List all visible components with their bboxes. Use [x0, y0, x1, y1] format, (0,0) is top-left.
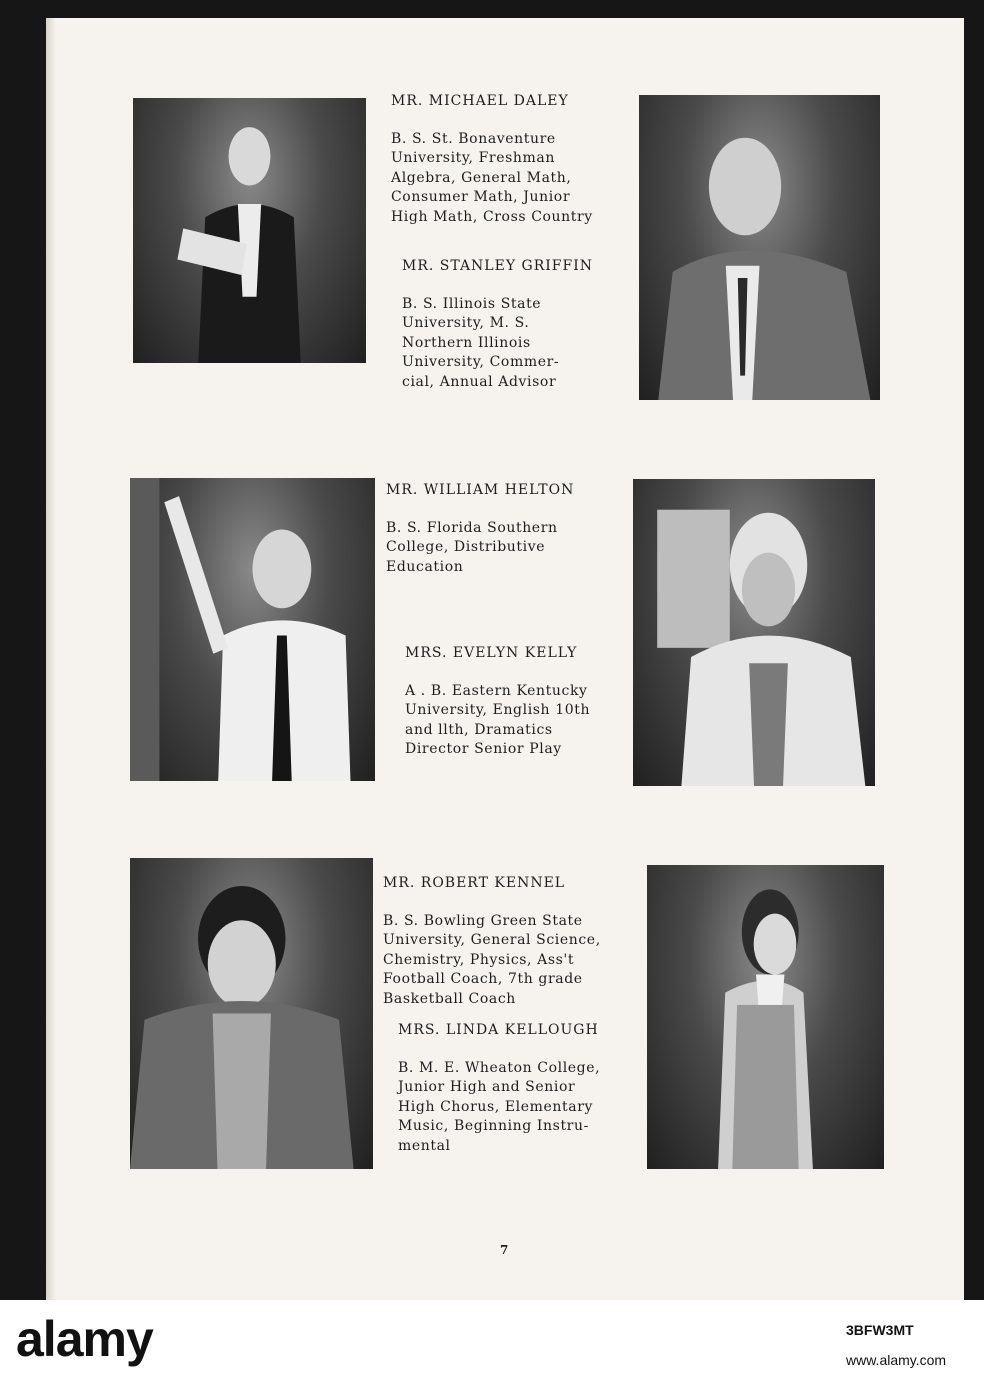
description-line: Chemistry, Physics, Ass't [383, 951, 575, 968]
teacher-description [398, 1059, 600, 1157]
bio-evelyn-kelly [405, 644, 590, 760]
description-line: Northern Illinois [402, 334, 531, 351]
bio-william-helton [386, 481, 574, 577]
bio-michael-daley [391, 92, 593, 227]
description-line: Junior High and Senior [398, 1079, 576, 1095]
photo-linda-kellough [647, 865, 884, 1169]
teacher-name: MR. ROBERT KENNEL [383, 875, 566, 891]
portrait-silhouette [633, 479, 875, 786]
description-line: Education [386, 558, 464, 575]
description-line: High Chorus, Elementary [398, 1098, 593, 1115]
photo-evelyn-kelly [633, 479, 875, 786]
teacher-description [386, 519, 574, 578]
description-line: Music, Beginning Instru- [398, 1118, 589, 1134]
image-code: 3BFW3MT [846, 1322, 914, 1338]
bio-stanley-griffin [402, 257, 593, 392]
description-line: Basketball Coach [383, 990, 516, 1007]
portrait-silhouette [133, 98, 366, 363]
teacher-name: MR. WILLIAM HELTON [386, 482, 575, 498]
description-line: Director Senior Play [405, 741, 562, 757]
description-line: Football Coach, 7th grade [383, 971, 583, 987]
page-number: 7 [500, 1243, 509, 1257]
bio-linda-kellough [398, 1021, 600, 1156]
portrait-silhouette [639, 95, 880, 400]
portrait-silhouette [130, 858, 373, 1169]
description-line: Consumer Math, Junior [391, 189, 571, 205]
description-line: mental [398, 1137, 451, 1154]
watermark-url: www.alamy.com [846, 1352, 947, 1368]
description-line: University, Freshman [391, 150, 555, 166]
teacher-name: MRS. LINDA KELLOUGH [398, 1022, 599, 1038]
description-line: B. M. E. Wheaton College, [398, 1059, 601, 1076]
photo-robert-kennel [130, 858, 373, 1169]
description-line: University, General Science, [383, 932, 601, 948]
portrait-silhouette [647, 865, 884, 1169]
description-line: A . B. Eastern Kentucky [405, 682, 588, 699]
photo-william-helton [130, 478, 375, 781]
description-line: University, English 10th [405, 702, 591, 718]
teacher-name: MRS. EVELYN KELLY [405, 645, 578, 661]
teacher-description [391, 130, 593, 228]
teacher-name: MR. MICHAEL DALEY [391, 93, 569, 109]
teacher-description [405, 682, 590, 760]
alamy-logo: alamy [16, 1311, 153, 1367]
teacher-name: MR. STANLEY GRIFFIN [402, 258, 593, 274]
photo-michael-daley [133, 98, 366, 363]
description-line: and llth, Dramatics [405, 721, 553, 738]
teacher-description [402, 295, 593, 393]
description-line: B. S. Bowling Green State [383, 912, 583, 929]
description-line: University, M. S. [402, 315, 530, 331]
description-line: B. S. Florida Southern [386, 519, 558, 536]
description-line: Algebra, General Math, [391, 169, 572, 186]
description-line: High Math, Cross Country [391, 208, 593, 225]
description-line: College, Distributive [386, 539, 546, 555]
description-line: B. S. Illinois State [402, 295, 542, 312]
page-gutter [46, 18, 56, 1300]
bio-robert-kennel [383, 874, 601, 1009]
description-line: University, Commer- [402, 354, 560, 370]
portrait-silhouette [130, 478, 375, 781]
photo-stanley-griffin [639, 95, 880, 400]
teacher-description [383, 912, 601, 1010]
description-line: B. S. St. Bonaventure [391, 130, 556, 147]
description-line: cial, Annual Advisor [402, 373, 557, 390]
